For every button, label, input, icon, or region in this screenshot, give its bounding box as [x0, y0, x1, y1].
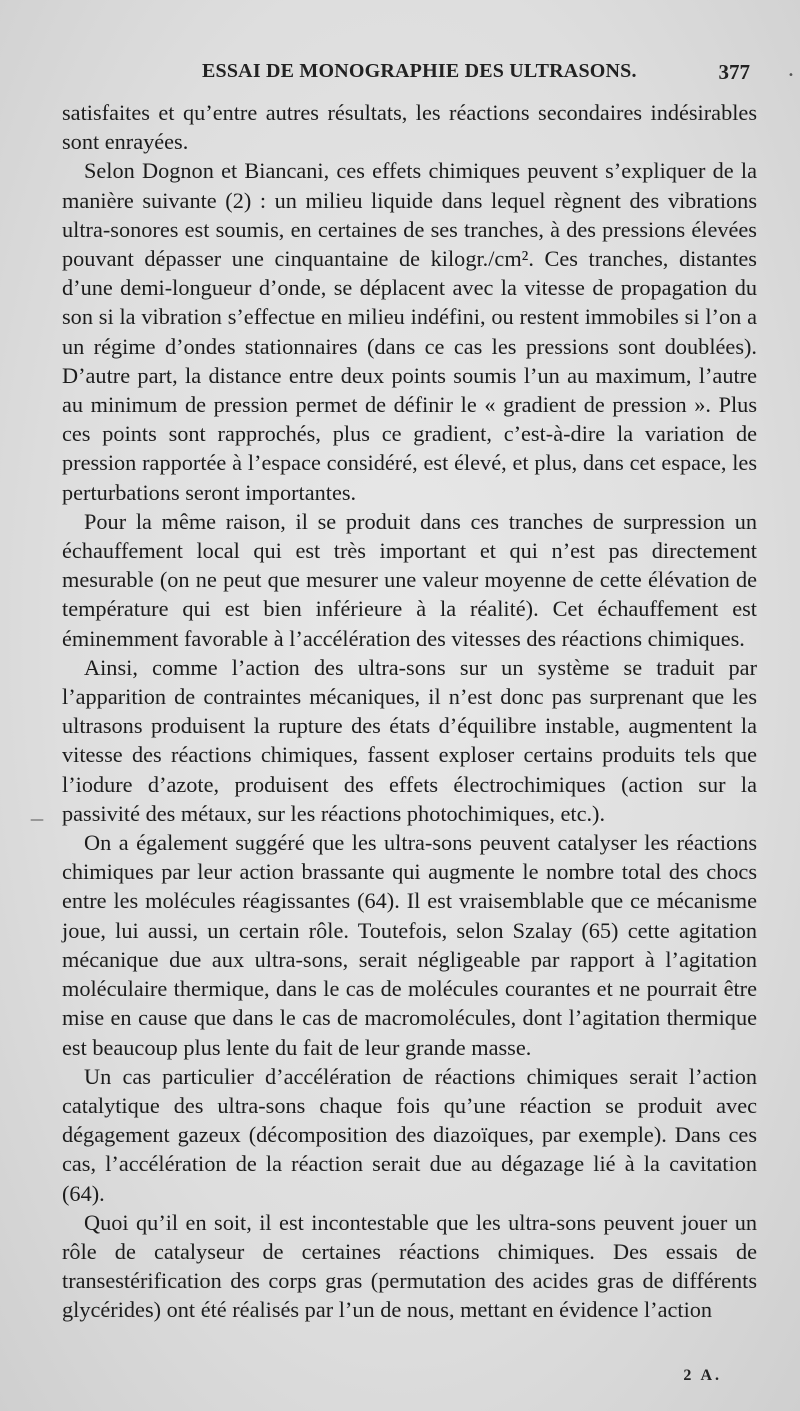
paragraph: Pour la même raison, il se produit dans ces tranches de surpression un échauffement local qui est très important et qui n’est pas directement mesurable (on ne peut que mesurer une valeur moyenne de cette élévation de température qui est bien inférieure à la réalité). Cet échauffement est éminemment favorable à l’accélération des vitesses des réactions chimiques. — [62, 508, 757, 651]
signature-mark: 2 A. — [683, 1367, 722, 1384]
margin-dash-mark: — — [30, 812, 44, 828]
page-number: 377 — [718, 60, 750, 84]
paragraph: Un cas particulier d’accélération de réactions chimiques serait l’action catalytique des ultra-sons chaque fois qu’une réaction se produit avec dégagement gazeux (décomposition des diazoïques, par exemple). Dans ces cas, l’accélération de la réaction serait due au dégazage lié à la cavitation (64). — [62, 1063, 757, 1206]
running-title: ESSAI DE MONOGRAPHIE DES ULTRASONS. — [202, 60, 637, 82]
page-header — [62, 60, 758, 90]
paragraph-continuation: satisfaites et qu’entre autres résultats, les réactions secondaires indésirables sont enrayées. — [62, 100, 757, 155]
paragraph: Selon Dognon et Biancani, ces effets chimiques peuvent s’expliquer de la manière suivante (2) : un milieu liquide dans lequel règnent des vibrations ultra-sonores est soumis, en certaines de ses tranches, à des pressions élevées pouvant dépasser une cinquantaine de kilogr./cm². Ces tranches, distantes d’une demi-longueur d’onde, se déplacent avec la vitesse de propagation du son si la vibration s’effectue en milieu indéfini, ou restent immobiles si l’on a un régime d’ondes stationnaires (dans ce cas les pressions sont doublées). D’autre part, la distance entre deux points soumis l’un au maximum, l’autre au minimum de pression permet de définir le « gradient de pression ». Plus ces points sont rapprochés, plus ce gradient, c’est-à-dire la variation de pression rapportée à l’espace considéré, est élevé, et plus, dans cet espace, les perturbations seront importantes. — [62, 158, 757, 505]
paragraph: On a également suggéré que les ultra-sons peuvent catalyser les réactions chimiques par leur action brassante qui augmente le nombre total des chocs entre les molécules réagissantes (64). Il est vraisemblable que ce mécanisme joue, lui aussi, un certain rôle. Toutefois, selon Szalay (65) cette agitation mécanique due aux ultra-sons, serait négligeable par rapport à l’agitation moléculaire thermique, dans le cas de molécules courantes et ne pourrait être mise en cause que dans le cas de macromolécules, dont l’agitation thermique est beaucoup plus lente du fait de leur grande masse. — [62, 830, 757, 1060]
margin-dot-mark: • — [788, 70, 794, 81]
paragraph: Ainsi, comme l’action des ultra-sons sur un système se traduit par l’apparition de contraintes mécaniques, il n’est donc pas surprenant que les ultrasons produisent la rupture des états d’équilibre instable, augmentent la vitesse des réactions chimiques, fassent exploser certains produits tels que l’iodure d’azote, produisent des effets électrochimiques (action sur la passivité des métaux, sur les réactions photochimiques, etc.). — [62, 654, 757, 826]
paragraph: Quoi qu’il en soit, il est incontestable que les ultra-sons peuvent jouer un rôle de catalyseur de certaines réactions chimiques. Des essais de transestérification des corps gras (permutation des acides gras de différents glycérides) ont été réalisés par l’un de nous, mettant en évidence l’action — [62, 1209, 757, 1323]
body-text — [62, 98, 757, 1325]
